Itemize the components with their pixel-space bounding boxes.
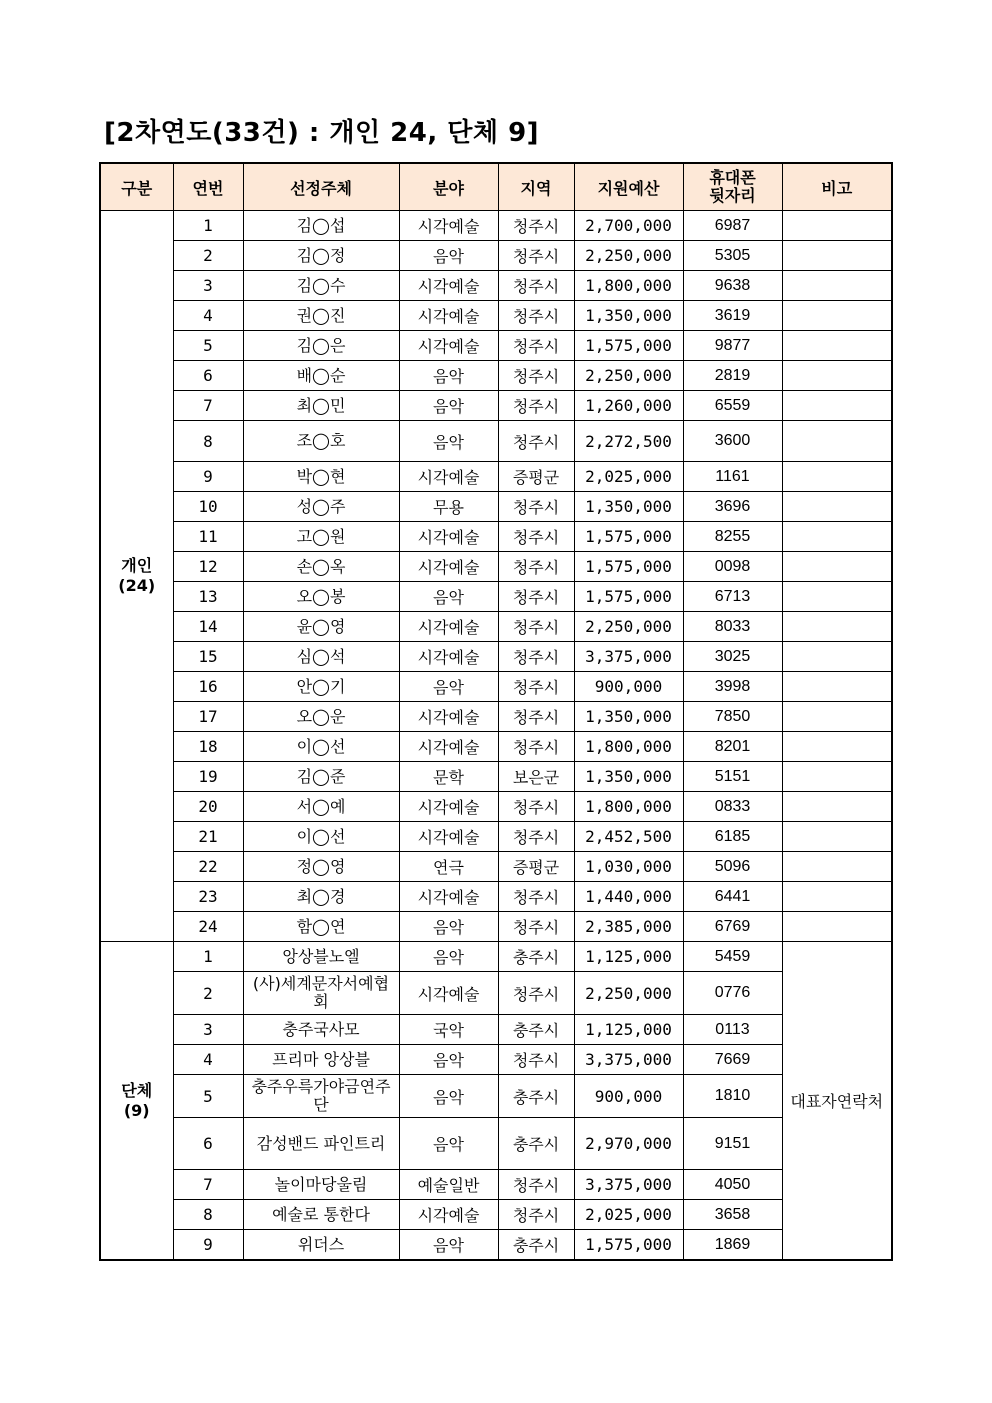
budget-cell: 1,350,000	[574, 492, 683, 522]
budget-cell: 1,575,000	[574, 522, 683, 552]
entity-name: 안◯기	[243, 672, 399, 702]
region-cell: 청주시	[498, 492, 574, 522]
entity-name: 최◯민	[243, 391, 399, 421]
region-cell: 청주시	[498, 421, 574, 462]
row-number: 7	[173, 1170, 243, 1200]
row-number: 8	[173, 421, 243, 462]
field-cell: 시각예술	[399, 702, 498, 732]
budget-cell: 2,970,000	[574, 1118, 683, 1170]
entity-name: 김◯은	[243, 331, 399, 361]
budget-cell: 2,250,000	[574, 361, 683, 391]
entity-name: 김◯준	[243, 762, 399, 792]
note-cell	[782, 612, 892, 642]
phone-suffix-cell: 6441	[683, 882, 782, 912]
note-cell	[782, 762, 892, 792]
region-cell: 청주시	[498, 912, 574, 942]
phone-suffix-cell: 9638	[683, 271, 782, 301]
table-row	[100, 421, 892, 462]
header-note: 비고	[782, 163, 892, 211]
phone-suffix-cell: 3619	[683, 301, 782, 331]
row-number: 21	[173, 822, 243, 852]
region-cell: 청주시	[498, 792, 574, 822]
budget-cell: 900,000	[574, 672, 683, 702]
table-row	[100, 331, 892, 361]
field-cell: 음악	[399, 1075, 498, 1118]
phone-suffix-cell: 2819	[683, 361, 782, 391]
phone-suffix-cell: 8255	[683, 522, 782, 552]
table-row	[100, 1118, 892, 1170]
table-row	[100, 552, 892, 582]
phone-suffix-cell: 0833	[683, 792, 782, 822]
row-number: 15	[173, 642, 243, 672]
phone-suffix-cell: 5096	[683, 852, 782, 882]
field-cell: 시각예술	[399, 882, 498, 912]
region-cell: 청주시	[498, 391, 574, 421]
row-number: 6	[173, 361, 243, 391]
field-cell: 음악	[399, 582, 498, 612]
phone-suffix-cell: 3696	[683, 492, 782, 522]
budget-cell: 3,375,000	[574, 642, 683, 672]
table-row	[100, 1230, 892, 1261]
group-label: 개인	[121, 556, 153, 575]
field-cell: 음악	[399, 912, 498, 942]
entity-name: 프리마 앙상블	[243, 1045, 399, 1075]
phone-suffix-cell: 8201	[683, 732, 782, 762]
field-cell: 음악	[399, 1045, 498, 1075]
region-cell: 청주시	[498, 331, 574, 361]
phone-suffix-cell: 4050	[683, 1170, 782, 1200]
note-cell	[782, 882, 892, 912]
note-cell	[782, 642, 892, 672]
budget-cell: 1,575,000	[574, 552, 683, 582]
region-cell: 충주시	[498, 1118, 574, 1170]
budget-cell: 2,272,500	[574, 421, 683, 462]
field-cell: 예술일반	[399, 1170, 498, 1200]
table-row	[100, 271, 892, 301]
row-number: 4	[173, 1045, 243, 1075]
table-row	[100, 582, 892, 612]
header-field: 분야	[399, 163, 498, 211]
table-row	[100, 492, 892, 522]
budget-cell: 1,125,000	[574, 942, 683, 972]
table-row	[100, 522, 892, 552]
budget-cell: 2,452,500	[574, 822, 683, 852]
entity-name: 놀이마당울림	[243, 1170, 399, 1200]
region-cell: 청주시	[498, 361, 574, 391]
entity-name: 함◯연	[243, 912, 399, 942]
phone-suffix-cell: 5305	[683, 241, 782, 271]
region-cell: 청주시	[498, 1045, 574, 1075]
phone-suffix-cell: 0098	[683, 552, 782, 582]
budget-cell: 2,250,000	[574, 241, 683, 271]
table-row	[100, 912, 892, 942]
note-cell	[782, 732, 892, 762]
phone-suffix-cell: 3998	[683, 672, 782, 702]
table-row	[100, 241, 892, 271]
phone-suffix-cell: 3658	[683, 1200, 782, 1230]
entity-name: 충주우륵가야금연주단	[243, 1075, 399, 1118]
entity-name: 충주국사모	[243, 1015, 399, 1045]
entity-name: 김◯정	[243, 241, 399, 271]
entity-name: 성◯주	[243, 492, 399, 522]
region-cell: 증평군	[498, 462, 574, 492]
budget-cell: 2,025,000	[574, 1200, 683, 1230]
region-cell: 청주시	[498, 1200, 574, 1230]
entity-name: 오◯봉	[243, 582, 399, 612]
note-cell	[782, 211, 892, 241]
field-cell: 시각예술	[399, 1200, 498, 1230]
entity-name: 앙상블노엘	[243, 942, 399, 972]
phone-suffix-cell: 0776	[683, 972, 782, 1015]
note-cell	[782, 241, 892, 271]
entity-name: 조◯호	[243, 421, 399, 462]
budget-cell: 2,385,000	[574, 912, 683, 942]
row-number: 14	[173, 612, 243, 642]
phone-suffix-cell: 6987	[683, 211, 782, 241]
row-number: 13	[173, 582, 243, 612]
entity-name: 손◯옥	[243, 552, 399, 582]
phone-suffix-cell: 1161	[683, 462, 782, 492]
entity-name: 최◯경	[243, 882, 399, 912]
row-number: 4	[173, 301, 243, 331]
budget-cell: 900,000	[574, 1075, 683, 1118]
field-cell: 음악	[399, 672, 498, 702]
header-phone-line2: 뒷자리	[709, 186, 756, 205]
table-row	[100, 612, 892, 642]
table-row	[100, 361, 892, 391]
field-cell: 음악	[399, 361, 498, 391]
phone-suffix-cell: 6713	[683, 582, 782, 612]
budget-cell: 1,575,000	[574, 582, 683, 612]
note-cell	[782, 672, 892, 702]
entity-name: 김◯수	[243, 271, 399, 301]
phone-suffix-cell: 5151	[683, 762, 782, 792]
phone-suffix-cell: 5459	[683, 942, 782, 972]
note-cell	[782, 552, 892, 582]
field-cell: 시각예술	[399, 462, 498, 492]
table-row	[100, 1075, 892, 1118]
entity-name: 박◯현	[243, 462, 399, 492]
header-phone-line1: 휴대폰	[709, 168, 756, 187]
note-cell	[782, 912, 892, 942]
row-number: 19	[173, 762, 243, 792]
phone-suffix-cell: 7669	[683, 1045, 782, 1075]
note-cell	[782, 582, 892, 612]
region-cell: 청주시	[498, 301, 574, 331]
row-number: 12	[173, 552, 243, 582]
row-number: 3	[173, 1015, 243, 1045]
table-row	[100, 391, 892, 421]
phone-suffix-cell: 9151	[683, 1118, 782, 1170]
region-cell: 청주시	[498, 822, 574, 852]
row-number: 9	[173, 1230, 243, 1261]
phone-suffix-cell: 0113	[683, 1015, 782, 1045]
group-label: 단체	[121, 1080, 153, 1100]
region-cell: 청주시	[498, 642, 574, 672]
entity-name: 심◯석	[243, 642, 399, 672]
table-row	[100, 972, 892, 1015]
budget-cell: 2,700,000	[574, 211, 683, 241]
phone-suffix-cell: 7850	[683, 702, 782, 732]
row-number: 17	[173, 702, 243, 732]
group-count: (24)	[118, 576, 156, 595]
phone-suffix-cell: 1810	[683, 1075, 782, 1118]
region-cell: 청주시	[498, 271, 574, 301]
field-cell: 시각예술	[399, 522, 498, 552]
budget-cell: 1,575,000	[574, 1230, 683, 1261]
field-cell: 시각예술	[399, 301, 498, 331]
field-cell: 음악	[399, 421, 498, 462]
budget-cell: 1,575,000	[574, 331, 683, 361]
table-row	[100, 792, 892, 822]
field-cell: 시각예술	[399, 642, 498, 672]
table-row	[100, 462, 892, 492]
budget-cell: 2,250,000	[574, 972, 683, 1015]
note-cell	[782, 852, 892, 882]
region-cell: 청주시	[498, 972, 574, 1015]
table-row	[100, 852, 892, 882]
note-cell	[782, 792, 892, 822]
row-number: 16	[173, 672, 243, 702]
region-cell: 증평군	[498, 852, 574, 882]
budget-cell: 1,800,000	[574, 271, 683, 301]
row-number: 1	[173, 211, 243, 241]
region-cell: 충주시	[498, 1015, 574, 1045]
field-cell: 무용	[399, 492, 498, 522]
entity-name: 정◯영	[243, 852, 399, 882]
note-cell	[782, 421, 892, 462]
header-phone	[683, 163, 782, 211]
note-cell: 대표자연락처	[782, 942, 892, 1261]
field-cell: 음악	[399, 1118, 498, 1170]
table-body	[100, 211, 892, 1261]
row-number: 10	[173, 492, 243, 522]
entity-name: 위더스	[243, 1230, 399, 1261]
row-number: 20	[173, 792, 243, 822]
table-row	[100, 672, 892, 702]
region-cell: 청주시	[498, 241, 574, 271]
region-cell: 청주시	[498, 1170, 574, 1200]
budget-cell: 1,350,000	[574, 301, 683, 331]
row-number: 1	[173, 942, 243, 972]
note-cell	[782, 361, 892, 391]
note-cell	[782, 462, 892, 492]
row-number: 3	[173, 271, 243, 301]
region-cell: 보은군	[498, 762, 574, 792]
budget-cell: 1,260,000	[574, 391, 683, 421]
region-cell: 청주시	[498, 732, 574, 762]
note-cell	[782, 522, 892, 552]
phone-suffix-cell: 6559	[683, 391, 782, 421]
row-number: 11	[173, 522, 243, 552]
field-cell: 시각예술	[399, 331, 498, 361]
table-row	[100, 1015, 892, 1045]
header-no: 연번	[173, 163, 243, 211]
row-number: 2	[173, 241, 243, 271]
entity-name: 이◯선	[243, 822, 399, 852]
row-number: 2	[173, 972, 243, 1015]
table-row	[100, 732, 892, 762]
group-label-cell	[100, 211, 173, 942]
header-category: 구분	[100, 163, 173, 211]
header-name: 선정주체	[243, 163, 399, 211]
table-row	[100, 702, 892, 732]
field-cell: 시각예술	[399, 552, 498, 582]
table-row	[100, 762, 892, 792]
field-cell: 음악	[399, 1230, 498, 1261]
row-number: 5	[173, 331, 243, 361]
region-cell: 청주시	[498, 211, 574, 241]
region-cell: 충주시	[498, 1075, 574, 1118]
row-number: 7	[173, 391, 243, 421]
note-cell	[782, 301, 892, 331]
field-cell: 시각예술	[399, 612, 498, 642]
group-label-cell	[100, 942, 173, 1261]
entity-name: 김◯섭	[243, 211, 399, 241]
field-cell: 음악	[399, 391, 498, 421]
phone-suffix-cell: 9877	[683, 331, 782, 361]
row-number: 5	[173, 1075, 243, 1118]
note-cell	[782, 391, 892, 421]
entity-name: 서◯예	[243, 792, 399, 822]
header-region: 지역	[498, 163, 574, 211]
entity-name: (사)세계문자서예협회	[243, 972, 399, 1015]
table-header-row	[100, 163, 892, 211]
entity-name: 배◯순	[243, 361, 399, 391]
entity-name: 고◯원	[243, 522, 399, 552]
budget-cell: 1,440,000	[574, 882, 683, 912]
budget-cell: 1,800,000	[574, 732, 683, 762]
region-cell: 청주시	[498, 612, 574, 642]
table-row	[100, 301, 892, 331]
table-row	[100, 1200, 892, 1230]
budget-cell: 1,350,000	[574, 702, 683, 732]
note-cell	[782, 271, 892, 301]
entity-name: 오◯운	[243, 702, 399, 732]
page-title: [2차연도(33건) : 개인 24, 단체 9]	[104, 118, 540, 148]
field-cell: 국악	[399, 1015, 498, 1045]
phone-suffix-cell: 6185	[683, 822, 782, 852]
note-cell	[782, 331, 892, 361]
budget-cell: 1,030,000	[574, 852, 683, 882]
note-cell	[782, 702, 892, 732]
field-cell: 시각예술	[399, 792, 498, 822]
table-row	[100, 642, 892, 672]
field-cell: 시각예술	[399, 822, 498, 852]
budget-cell: 1,350,000	[574, 762, 683, 792]
entity-name: 감성밴드 파인트리	[243, 1118, 399, 1170]
region-cell: 청주시	[498, 702, 574, 732]
table-row	[100, 211, 892, 241]
row-number: 9	[173, 462, 243, 492]
field-cell: 시각예술	[399, 732, 498, 762]
row-number: 22	[173, 852, 243, 882]
region-cell: 청주시	[498, 882, 574, 912]
field-cell: 시각예술	[399, 211, 498, 241]
field-cell: 문학	[399, 762, 498, 792]
region-cell: 청주시	[498, 522, 574, 552]
field-cell: 음악	[399, 241, 498, 271]
region-cell: 충주시	[498, 1230, 574, 1261]
header-budget: 지원예산	[574, 163, 683, 211]
field-cell: 시각예술	[399, 271, 498, 301]
phone-suffix-cell: 3600	[683, 421, 782, 462]
row-number: 18	[173, 732, 243, 762]
row-number: 6	[173, 1118, 243, 1170]
table-row	[100, 882, 892, 912]
group-count: (9)	[123, 1100, 150, 1120]
selection-table	[99, 162, 893, 1261]
budget-cell: 3,375,000	[574, 1045, 683, 1075]
region-cell: 청주시	[498, 582, 574, 612]
entity-name: 윤◯영	[243, 612, 399, 642]
region-cell: 청주시	[498, 672, 574, 702]
budget-cell: 2,250,000	[574, 612, 683, 642]
phone-suffix-cell: 6769	[683, 912, 782, 942]
field-cell: 시각예술	[399, 972, 498, 1015]
phone-suffix-cell: 8033	[683, 612, 782, 642]
entity-name: 예술로 통한다	[243, 1200, 399, 1230]
note-cell	[782, 492, 892, 522]
row-number: 24	[173, 912, 243, 942]
row-number: 8	[173, 1200, 243, 1230]
table-row	[100, 1045, 892, 1075]
note-cell	[782, 822, 892, 852]
phone-suffix-cell: 3025	[683, 642, 782, 672]
region-cell: 충주시	[498, 942, 574, 972]
phone-suffix-cell: 1869	[683, 1230, 782, 1261]
table-row	[100, 942, 892, 972]
entity-name: 이◯선	[243, 732, 399, 762]
region-cell: 청주시	[498, 552, 574, 582]
budget-cell: 3,375,000	[574, 1170, 683, 1200]
field-cell: 연극	[399, 852, 498, 882]
row-number: 23	[173, 882, 243, 912]
table-row	[100, 822, 892, 852]
budget-cell: 1,125,000	[574, 1015, 683, 1045]
field-cell: 음악	[399, 942, 498, 972]
entity-name: 권◯진	[243, 301, 399, 331]
budget-cell: 1,800,000	[574, 792, 683, 822]
table-row	[100, 1170, 892, 1200]
budget-cell: 2,025,000	[574, 462, 683, 492]
